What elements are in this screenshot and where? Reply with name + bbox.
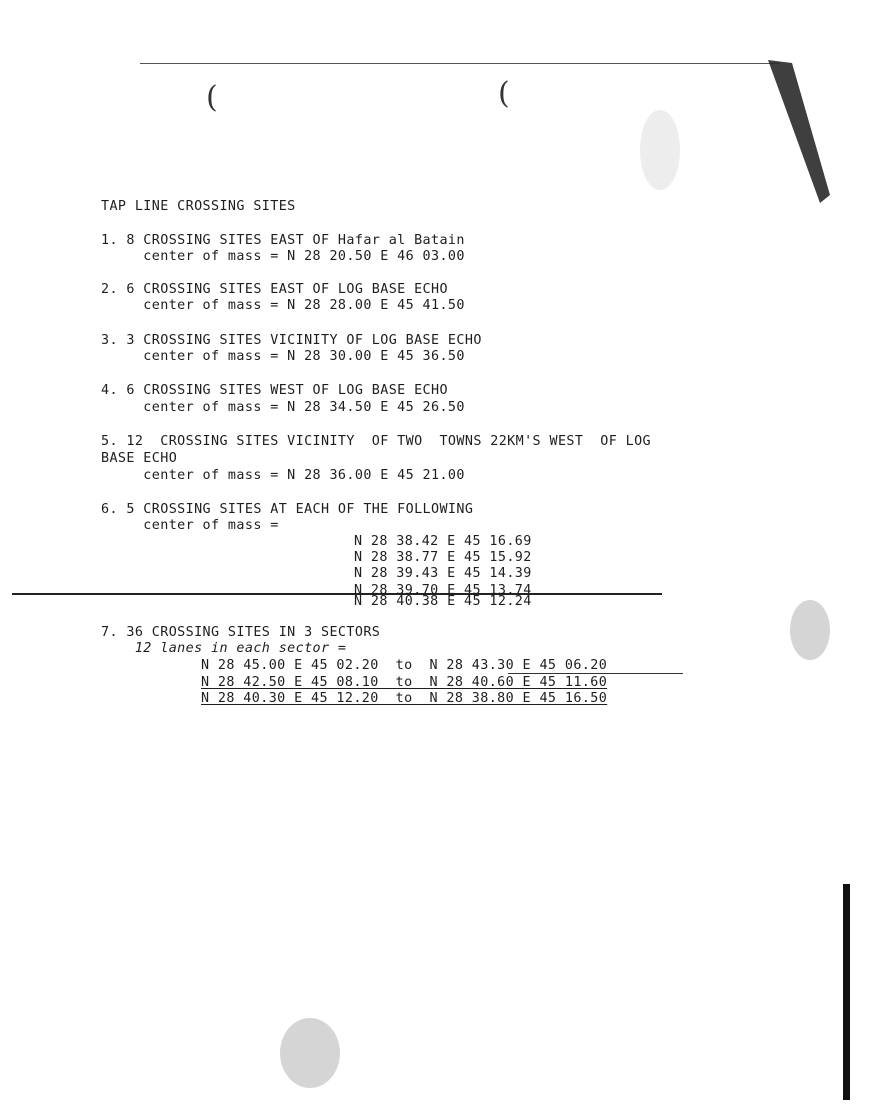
- document-heading: TAP LINE CROSSING SITES: [101, 199, 296, 214]
- item-1-detail: center of mass = N 28 20.50 E 46 03.00: [101, 249, 465, 264]
- item-4-detail: center of mass = N 28 34.50 E 45 26.50: [101, 400, 465, 415]
- item-2-detail: center of mass = N 28 28.00 E 45 41.50: [101, 298, 465, 313]
- scan-speckle: [790, 600, 830, 660]
- item-1-title: 1. 8 CROSSING SITES EAST OF Hafar al Batain: [101, 233, 465, 248]
- item-2-title: 2. 6 CROSSING SITES EAST OF LOG BASE ECHO: [101, 282, 448, 297]
- item-6-coord: N 28 38.77 E 45 15.92: [354, 550, 532, 565]
- item-3-detail: center of mass = N 28 30.00 E 45 36.50: [101, 349, 465, 364]
- item-7-sector: N 28 40.30 E 45 12.20 to N 28 38.80 E 45 16.50: [201, 691, 608, 706]
- item-7-sector: N 28 45.00 E 45 02.20 to N 28 43.30 E 45 06.20: [201, 658, 608, 673]
- scan-mark-right: (: [498, 76, 510, 111]
- scan-edge-bar: [843, 884, 850, 1100]
- scan-top-rule: [140, 63, 780, 64]
- scan-mark-left: (: [206, 80, 218, 115]
- item-6-coord: N 28 39.43 E 45 14.39: [354, 566, 532, 581]
- item-7-sector: N 28 42.50 E 45 08.10 to N 28 40.60 E 45 11.60: [201, 675, 608, 690]
- scan-edge-shadow: [760, 55, 840, 205]
- item-5-title: 5. 12 CROSSING SITES VICINITY OF TWO TOWNS 22KM'S WEST OF LOG: [101, 434, 652, 449]
- scan-speckle: [640, 110, 680, 190]
- item-6-coord: N 28 40.38 E 45 12.24: [354, 594, 532, 609]
- sector-1-underline: [508, 673, 683, 674]
- item-3-title: 3. 3 CROSSING SITES VICINITY OF LOG BASE ECHO: [101, 333, 482, 348]
- fold-line: [12, 593, 662, 595]
- item-7-title: 7. 36 CROSSING SITES IN 3 SECTORS: [101, 625, 381, 640]
- item-6-detail: center of mass =: [101, 518, 279, 533]
- item-5-title-continued: BASE ECHO: [101, 451, 178, 466]
- scan-speckle: [280, 1018, 340, 1088]
- item-4-title: 4. 6 CROSSING SITES WEST OF LOG BASE ECHO: [101, 383, 448, 398]
- item-6-coord: N 28 39.70 E 45 13.74: [354, 583, 532, 598]
- item-7-detail: 12 lanes in each sector =: [101, 641, 347, 656]
- item-6-title: 6. 5 CROSSING SITES AT EACH OF THE FOLLOWING: [101, 502, 474, 517]
- item-5-detail: center of mass = N 28 36.00 E 45 21.00: [101, 468, 465, 483]
- item-6-coord: N 28 38.42 E 45 16.69: [354, 534, 532, 549]
